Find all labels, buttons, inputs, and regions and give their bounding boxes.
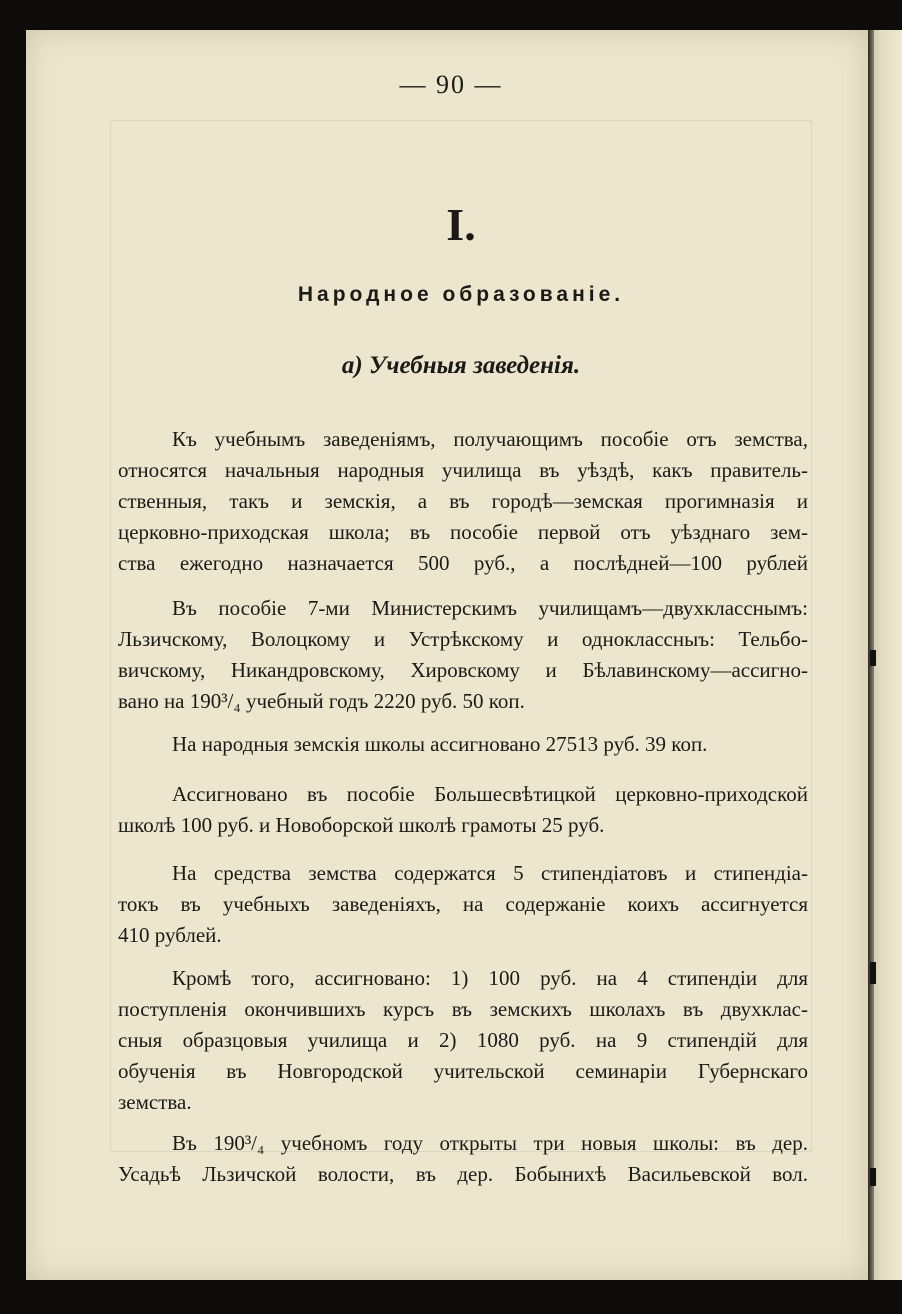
paragraph-line: обученія въ Новгородской учительской семинаріи Губернскаго	[118, 1059, 808, 1083]
paragraph	[118, 963, 808, 1118]
page-number: — 90 —	[399, 70, 503, 99]
paragraph-line: 410 рублей.	[118, 923, 222, 947]
paragraph	[118, 593, 808, 717]
paragraph-line: ственныя, такъ и земскія, а въ городѣ—земская прогимназія и	[118, 489, 808, 513]
edge-mark	[870, 962, 876, 984]
paragraph-line: Ассигновано въ пособіе Большесвѣтицкой церковно-приходской	[172, 782, 808, 806]
paragraph	[118, 779, 808, 841]
paragraph-line: сныя образцовыя училища и 2) 1080 руб. на 9 стипендій для	[118, 1028, 808, 1052]
edge-mark	[870, 650, 876, 666]
paragraph-line: Льзичскому, Волоцкому и Устрѣкскому и одноклассныъ: Тельбо-	[118, 627, 808, 651]
paragraph	[118, 1128, 808, 1190]
paragraph-line: ства ежегодно назначается 500 руб., а послѣдней—100 рублей	[118, 551, 808, 575]
paragraph	[118, 424, 808, 579]
paragraph-line: вичскому, Никандровскому, Хировскому и Бѣлавинскому—ассигно-	[118, 658, 808, 682]
paragraph-line: земства.	[118, 1090, 192, 1114]
paragraph-line: вано на 190³/₄ учебный годъ 2220 руб. 50 коп.	[118, 689, 525, 713]
section-numeral: I.	[446, 199, 476, 250]
edge-mark	[870, 1168, 876, 1186]
paragraph-line: На средства земства содержатся 5 стипендіатовъ и стипендіа-	[172, 861, 808, 885]
paragraph-line: относятся начальныя народныя училища въ уѣздѣ, какъ правитель-	[118, 458, 808, 482]
paragraph-line: Кромѣ того, ассигновано: 1) 100 руб. на 4 стипендіи для	[172, 966, 808, 990]
paragraph-line: поступленія окончившихъ курсъ въ земскихъ школахъ въ двухклас-	[118, 997, 808, 1021]
paragraph	[118, 729, 808, 760]
paragraph-line: токъ въ учебныхъ заведеніяхъ, на содержаніе коихъ ассигнуется	[118, 892, 808, 916]
paragraph-line: Къ учебнымъ заведеніямъ, получающимъ пособіе отъ земства,	[172, 427, 808, 451]
subsection-title: а) Учебныя заведенія.	[341, 352, 581, 379]
paragraph	[118, 858, 808, 951]
paragraph-line: На народныя земскія школы ассигновано 27513 руб. 39 коп.	[172, 732, 708, 756]
paragraph-line: Въ пособіе 7-ми Министерскимъ училищамъ—двухкласснымъ:	[172, 596, 808, 620]
paragraph-line: церковно-приходская школа; въ пособіе первой отъ уѣзднаго зем-	[118, 520, 808, 544]
paragraph-line: Въ 190³/₄ учебномъ году открыты три новыя школы: въ дер.	[172, 1131, 808, 1155]
section-title: Народное образованіе.	[297, 283, 625, 306]
paragraph-line: Усадьѣ Льзичской волости, въ дер. Бобынихѣ Васильевской вол.	[118, 1162, 808, 1186]
paragraph-line: школѣ 100 руб. и Новоборской школѣ грамоты 25 руб.	[118, 813, 605, 837]
